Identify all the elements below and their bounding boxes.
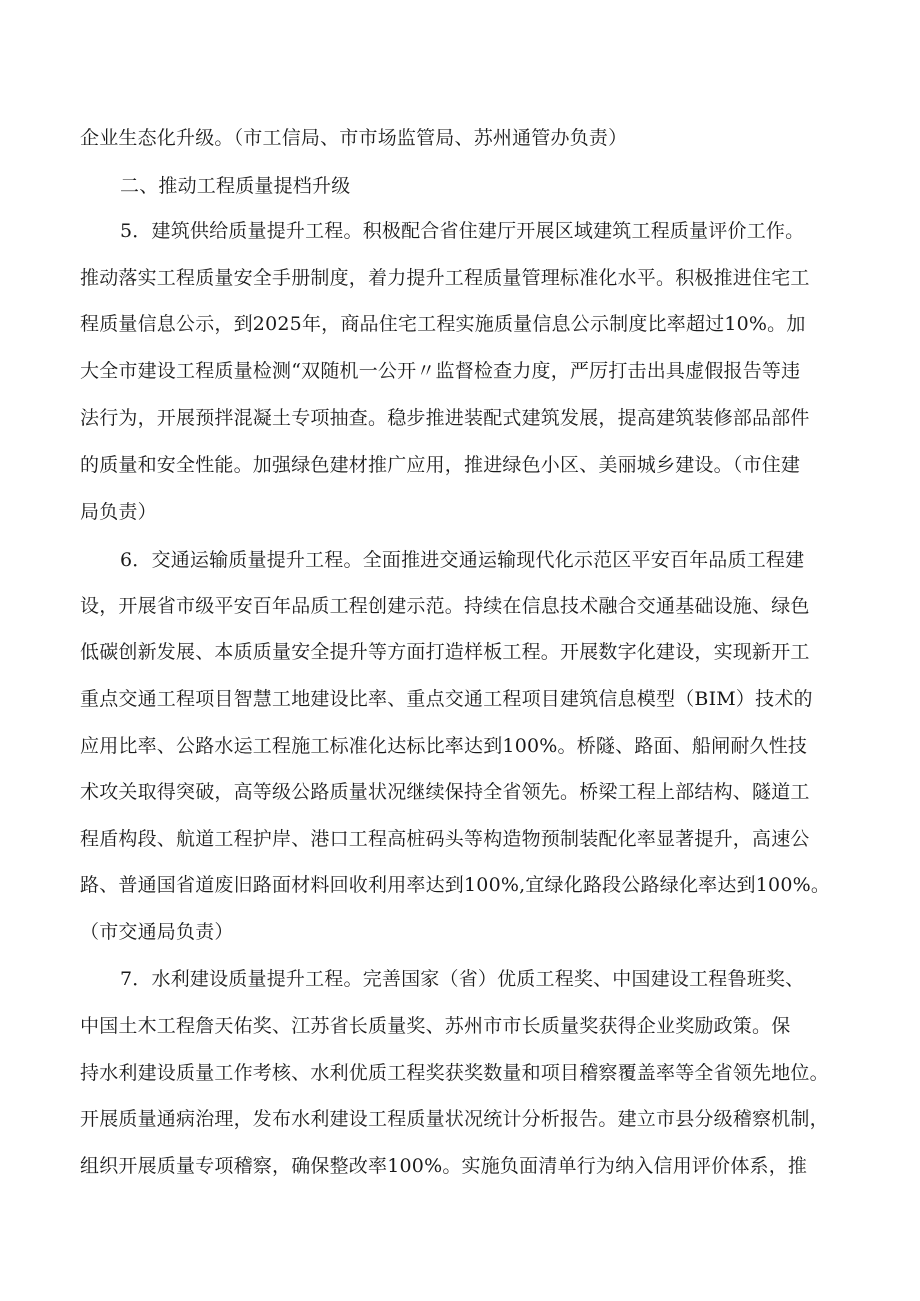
section-heading: 二、推动工程质量提档升级: [120, 175, 351, 197]
paragraph-line: 应用比率、公路水运工程施工标准化达标比率达到100%。桥隧、路面、船闸耐久性技: [80, 735, 808, 757]
paragraph-line: 的质量和安全性能。加强绿色建材推广应用，推进绿色小区、美丽城乡建设。（市住建: [80, 454, 801, 476]
paragraph-line: 组织开展质量专项稽察，确保整改率100%。实施负面清单行为纳入信用评价体系，推: [80, 1155, 808, 1177]
paragraph-line: 程质量信息公示，到2025年，商品住宅工程实施质量信息公示制度比率超过10%。加: [80, 313, 806, 335]
paragraph-line: 设，开展省市级平安百年品质工程创建示范。持续在信息技术融合交通基础设施、绿色: [80, 595, 810, 617]
paragraph-line: 持水利建设质量工作考核、水利优质工程奖获奖数量和项目稽察覆盖率等全省领先地位。: [80, 1062, 829, 1084]
paragraph-line: 企业生态化升级。（市工信局、市市场监管局、苏州通管办负责）: [80, 127, 628, 149]
paragraph-line: 重点交通工程项目智慧工地建设比率、重点交通工程项目建筑信息模型（BIM）技术的: [80, 688, 813, 710]
paragraph-line: 大全市建设工程质量检测“双随机一公开〃监督检查力度，严厉打击出具虚假报告等违: [80, 360, 801, 382]
paragraph-line: 术攻关取得突破，高等级公路质量状况继续保持全省领先。桥梁工程上部结构、隧道工: [80, 781, 810, 803]
paragraph-line: （市交通局负责）: [80, 921, 234, 943]
paragraph-line: 中国土木工程詹天佑奖、江苏省长质量奖、苏州市市长质量奖获得企业奖励政策。保: [80, 1015, 791, 1037]
paragraph-line: 法行为，开展预拌混凝土专项抽查。稳步推进装配式建筑发展，提高建筑装修部品部件: [80, 407, 810, 429]
paragraph-line: 开展质量通病治理，发布水利建设工程质量状况统计分析报告。建立市县分级稽察机制，: [80, 1108, 829, 1130]
paragraph-line: 6．交通运输质量提升工程。全面推进交通运输现代化示范区平安百年品质工程建: [120, 549, 805, 571]
paragraph-line: 路、普通国省道废旧路面材料回收利用率达到100%,宜绿化路段公路绿化率达到100%。: [80, 874, 831, 896]
paragraph-line: 7．水利建设质量提升工程。完善国家（省）优质工程奖、中国建设工程鲁班奖、: [120, 968, 805, 990]
paragraph-line: 程盾构段、航道工程护岸、港口工程高桩码头等构造物预制装配化率显著提升，高速公: [80, 828, 810, 850]
paragraph-line: 低碳创新发展、本质质量安全提升等方面打造样板工程。开展数字化建设，实现新开工: [80, 641, 810, 663]
paragraph-line: 5．建筑供给质量提升工程。积极配合省住建厅开展区域建筑工程质量评价工作。: [120, 220, 805, 242]
paragraph-line: 推动落实工程质量安全手册制度，着力提升工程质量管理标准化水平。积极推进住宅工: [80, 267, 810, 289]
paragraph-line: 局负责）: [80, 501, 157, 523]
